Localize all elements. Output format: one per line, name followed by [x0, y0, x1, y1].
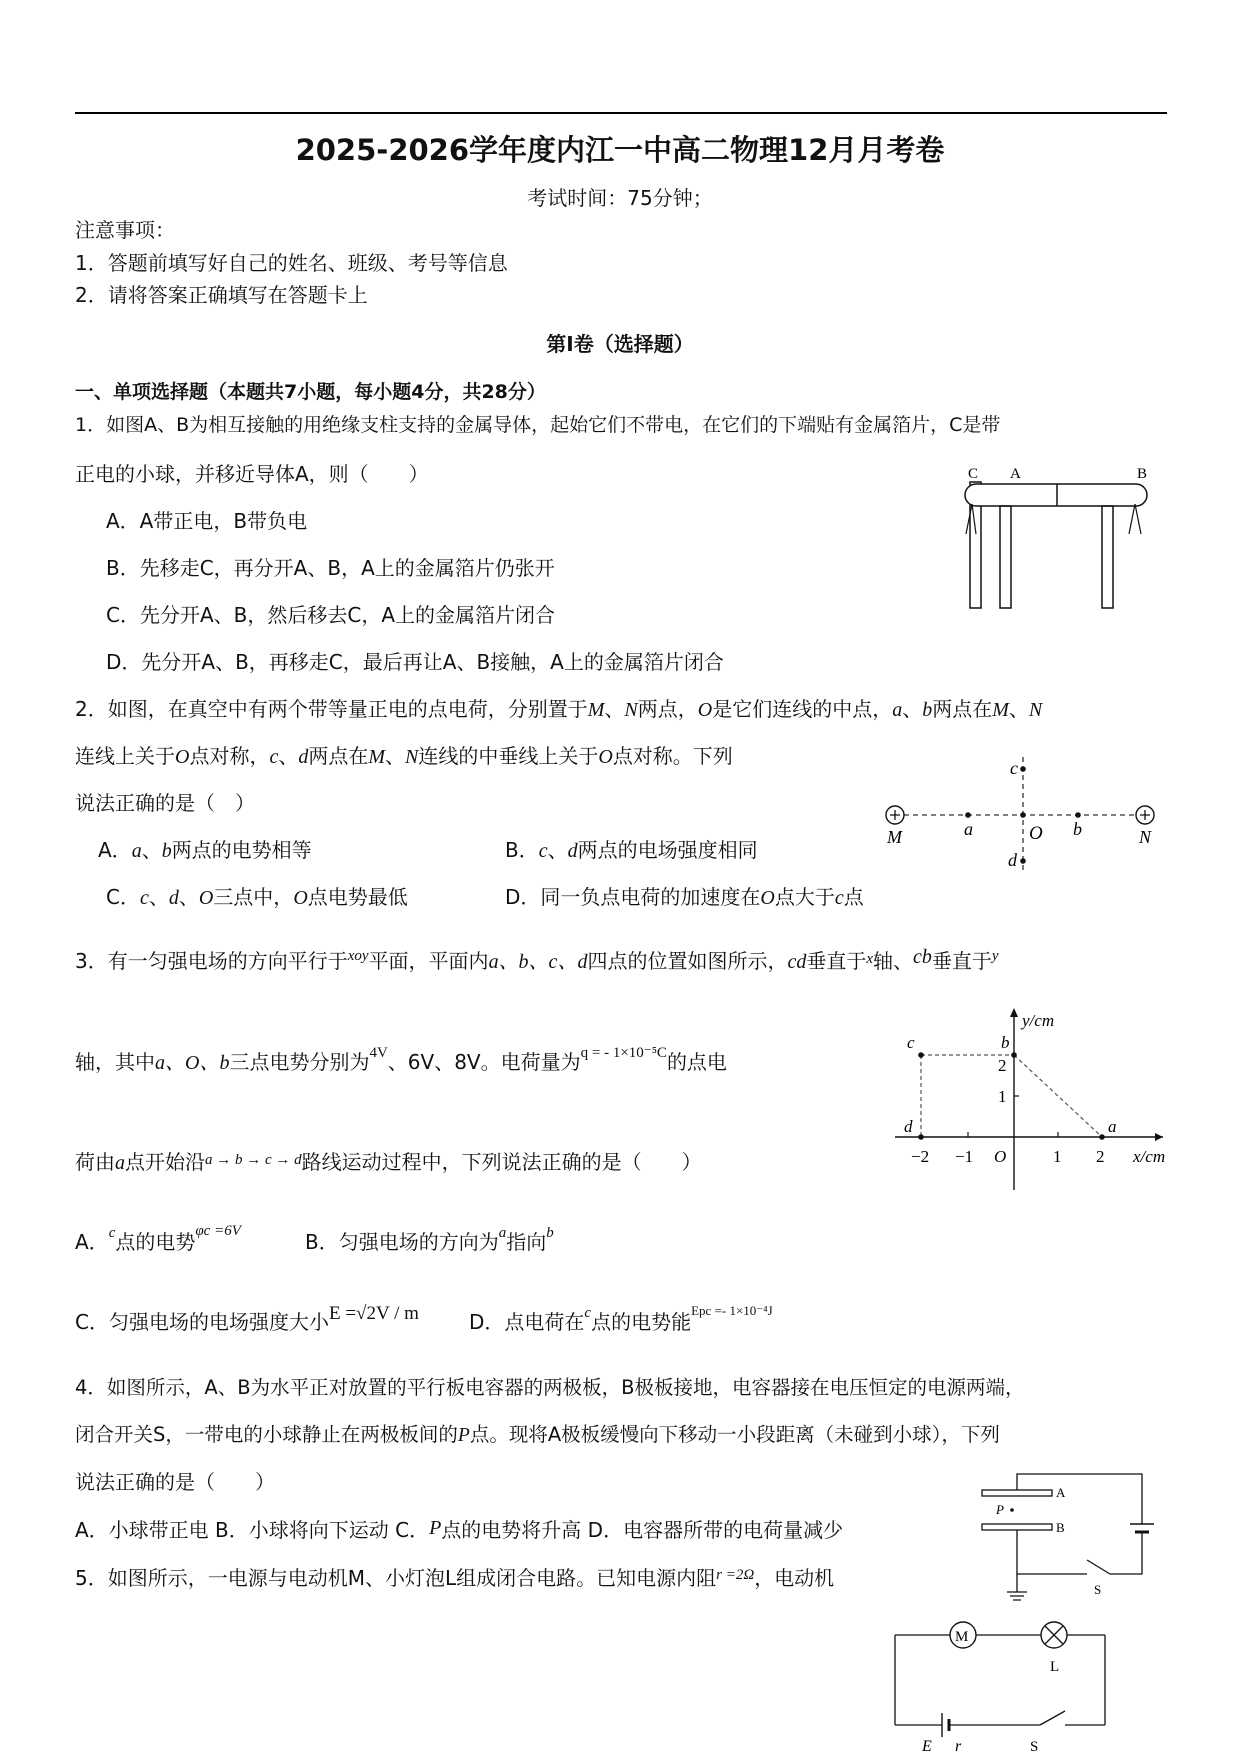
q1-option-b: B．先移走C，再分开A、B，A上的金属箔片仍张开: [106, 556, 555, 580]
q3-text: 垂直于: [806, 949, 867, 973]
q3-var-c: c: [108, 1225, 116, 1241]
q3-text: 3．有一匀强电场的方向平行于: [75, 949, 348, 973]
section-title: 第I卷（选择题）: [546, 332, 694, 356]
q1-label-c: C: [968, 466, 979, 482]
q3-var-xoy: xoy: [347, 948, 369, 964]
q2-var-c: c: [269, 746, 279, 768]
q2-label-d: d: [1008, 850, 1017, 870]
q3-label-a: a: [1108, 1117, 1117, 1136]
q2-var-o: O: [598, 746, 613, 768]
q4-text: 闭合开关S，一带电的小球静止在两极板间的: [75, 1423, 458, 1446]
q2-text: 两点在: [308, 744, 369, 768]
notice-2: 2．请将答案正确填写在答题卡上: [75, 283, 368, 307]
q3-xtick-m2: −2: [911, 1147, 930, 1166]
q3-label-b: b: [1001, 1033, 1010, 1052]
q2-var-n: N: [1028, 699, 1043, 721]
q2-text: D．同一负点电荷的加速度在: [505, 885, 761, 909]
q4-figure-capacitor: [962, 1462, 1158, 1612]
q2-var-o: O: [293, 887, 308, 909]
q3-text: 、6V、8V。电荷量为: [387, 1050, 581, 1074]
q4-options: [75, 1516, 843, 1545]
q2-point-a: [965, 812, 971, 818]
q1-insulating-stand-b: [1102, 506, 1113, 608]
q5-resistance-label: r: [955, 1738, 962, 1754]
q2-figure-charges: [880, 752, 1165, 877]
q4-stem-line1: 4．如图所示，A、B为水平正对放置的平行板电容器的两极板，B极板接地，电容器接在电压恒定的电源两端，: [75, 1376, 1025, 1399]
q5-internal-resistance: r =2Ω: [716, 1567, 755, 1583]
q2-text: 两点的电势相等: [171, 838, 312, 862]
q2-label-b: b: [1073, 819, 1082, 839]
q2-sep: 、: [148, 885, 169, 909]
q2-var-n: N: [624, 699, 638, 721]
q2-var-n: N: [405, 746, 419, 768]
q2-var-b: b: [922, 699, 933, 721]
q3-label-d: d: [904, 1117, 913, 1136]
q1-stem-line2: 正电的小球，并移近导体A，则（ ）: [75, 462, 429, 486]
q1-option-a: A．A带正电，B带负电: [106, 509, 308, 533]
q2-option-c: [106, 883, 408, 912]
q3-point-c: [918, 1052, 924, 1058]
q5-emf-label: E: [922, 1738, 932, 1754]
q2-label-o: O: [1029, 823, 1043, 844]
q4-ground-icon: [1007, 1592, 1027, 1600]
q2-sep: 、: [604, 697, 625, 721]
q2-text: 点对称，: [189, 744, 270, 768]
q2-stem-line2: [75, 742, 733, 771]
q3-text: 点的电势能: [591, 1310, 692, 1334]
q2-text: B．: [505, 838, 539, 862]
q3-text: 点的电势: [115, 1230, 196, 1254]
q3-ytick-2: 2: [998, 1056, 1007, 1075]
q2-option-d: [505, 883, 864, 912]
q4-stem-line2: [75, 1421, 1000, 1450]
q5-motor-label: M: [955, 1629, 969, 1645]
q3-var-a: a: [498, 1225, 507, 1241]
q3-text: C．匀强电场的电场强度大小: [75, 1310, 329, 1334]
q3-var-a: a: [115, 1152, 125, 1174]
q3-xtick-m1: −1: [955, 1147, 974, 1166]
q2-point-d: [1020, 858, 1026, 864]
q2-var-d: d: [567, 840, 578, 862]
q3-text: A．: [75, 1230, 109, 1254]
q2-point-o: [1020, 812, 1026, 818]
q4-switch-s: [1087, 1560, 1110, 1574]
q3-xtick-1: 1: [1053, 1147, 1062, 1166]
q3-potential-c: φc =6V: [195, 1223, 241, 1239]
q2-text: 连线的中垂线上关于: [418, 744, 599, 768]
q2-text: 2．如图，在真空中有两个带等量正电的点电荷，分别置于: [75, 697, 588, 721]
top-rule: [75, 112, 1167, 114]
q2-option-a: [98, 836, 312, 865]
q3-x-axis-label: x/cm: [1133, 1147, 1166, 1166]
q3-var-c: c: [584, 1305, 592, 1321]
q3-ytick-1: 1: [998, 1087, 1007, 1106]
q3-var-x: x: [866, 951, 874, 967]
q2-text: 两点，: [637, 697, 698, 721]
q3-value-4v: 4V: [369, 1045, 388, 1061]
q3-y-arrow-icon: [1010, 1008, 1018, 1017]
q2-sep: 、: [547, 838, 568, 862]
q2-var-b: b: [161, 840, 172, 862]
q5-stem-line1: [75, 1564, 834, 1595]
q3-label-c: c: [907, 1033, 915, 1052]
q2-sep: 、: [902, 697, 923, 721]
q3-option-c: [75, 1303, 419, 1338]
q4-ball-p: [1010, 1508, 1014, 1512]
notice-1: 1．答题前填写好自己的姓名、班级、考号等信息: [75, 251, 508, 275]
q2-label-a: a: [964, 819, 973, 839]
q2-text: 点对称。下列: [612, 744, 733, 768]
q4-stem-line3: 说法正确的是（ ）: [75, 1470, 275, 1494]
q3-path: a → b → c → d: [205, 1152, 302, 1168]
q3-text: 垂直于: [931, 949, 992, 973]
q1-option-c: C．先分开A、B，然后移去C，A上的金属箔片闭合: [106, 603, 556, 627]
q3-var-cb: cb: [913, 946, 932, 968]
q2-var-m: M: [587, 699, 605, 721]
q4-plate-a: [982, 1490, 1052, 1496]
q2-label-c: c: [1010, 758, 1018, 778]
q2-var-o: O: [175, 746, 190, 768]
q3-text: 路线运动过程中，下列说法正确的是（ ）: [301, 1150, 702, 1174]
q2-var-a: a: [131, 840, 142, 862]
q2-text: 三点中，: [213, 885, 294, 909]
q3-figure-coordinates: [885, 1000, 1170, 1195]
q1-foil-a: [966, 504, 976, 534]
q2-text: 点大于: [774, 885, 835, 909]
q1-label-b: B: [1137, 466, 1148, 482]
q3-text: 的点电: [666, 1050, 727, 1074]
notice-heading: 注意事项：: [75, 218, 175, 242]
q2-var-d: d: [298, 746, 309, 768]
q2-sep: 、: [385, 744, 406, 768]
q3-text: 轴，其中: [75, 1050, 155, 1074]
q3-vars-abcd: a、b、c、d: [488, 951, 588, 973]
q3-field-strength: E =√2V / m: [328, 1303, 419, 1324]
exam-time: 考试时间：75分钟；: [527, 186, 713, 210]
q1-foil-b: [1129, 504, 1141, 534]
q2-text: C．: [106, 885, 140, 909]
q2-var-m: M: [368, 746, 386, 768]
q5-text: 5．如图所示，一电源与电动机M、小灯泡L组成闭合电路。已知电源内阻: [75, 1566, 717, 1590]
q3-y-axis-label: y/cm: [1022, 1011, 1055, 1030]
q3-var-b: b: [546, 1225, 554, 1241]
q3-text: D．点电荷在: [469, 1310, 585, 1334]
q2-text: 点: [843, 885, 864, 909]
q1-option-d: D．先分开A、B，再移走C，最后再让A、B接触，A上的金属箔片闭合: [106, 650, 724, 674]
q2-sep: 、: [278, 744, 299, 768]
q4-label-a: A: [1056, 1485, 1066, 1500]
q3-stem-line1: [75, 947, 999, 978]
q4-var-p: P: [429, 1517, 442, 1539]
q2-sep: 、: [1008, 697, 1029, 721]
q2-stem-line3: 说法正确的是（ ）: [75, 791, 255, 815]
q2-text: 连线上关于: [75, 744, 175, 768]
q5-text: ，电动机: [754, 1566, 835, 1590]
q3-potential-energy: Epc =- 1×10⁻⁴J: [691, 1303, 773, 1318]
q2-stem-line1: [75, 695, 1042, 724]
q2-text: 是它们连线的中点，: [712, 697, 893, 721]
q1-label-a: A: [1010, 466, 1021, 482]
q3-origin-label: O: [994, 1147, 1007, 1166]
q3-text: 指向: [506, 1230, 547, 1254]
q3-text: 荷由: [75, 1150, 115, 1174]
q2-var-o: O: [198, 887, 214, 909]
q2-sep: 、: [178, 885, 199, 909]
part-heading: 一、单项选择题（本题共7小题，每小题4分，共28分）: [75, 381, 546, 403]
q3-point-a: [1099, 1134, 1105, 1140]
q4-text: A．小球带正电 B．小球将向下运动 C．: [75, 1518, 430, 1542]
q1-insulating-stand-a: [1000, 506, 1011, 608]
q3-stem-line3: [75, 1148, 702, 1179]
q2-label-n: N: [1139, 827, 1152, 847]
q3-x-arrow-icon: [1155, 1133, 1163, 1141]
q3-text: 四点的位置如图所示，: [587, 949, 788, 973]
exam-title: 2025-2026学年度内江一中高二物理12月月考卷: [295, 133, 945, 167]
q5-switch-s: [1040, 1711, 1065, 1725]
q5-figure-circuit: [880, 1615, 1120, 1754]
q1-conductor-ab: [965, 484, 1147, 506]
q3-point-d: [918, 1134, 924, 1140]
q2-var-m: M: [992, 699, 1009, 721]
q4-label-p: P: [996, 1502, 1004, 1517]
q2-point-c: [1020, 766, 1026, 772]
q5-switch-label: S: [1030, 1739, 1039, 1754]
q3-text: B．匀强电场的方向为: [305, 1230, 499, 1254]
q2-var-c: c: [834, 887, 844, 909]
q3-text: 轴、: [873, 949, 914, 973]
q2-text: 两点的电场强度相同: [577, 838, 758, 862]
q2-label-m: M: [887, 827, 902, 847]
q3-point-b: [1011, 1052, 1017, 1058]
q4-text: 点的电势将升高 D．电容器所带的电荷量减少: [441, 1518, 844, 1542]
q3-stem-line2: [75, 1045, 727, 1079]
q2-text: 点电势最低: [307, 885, 408, 909]
q4-plate-b: [982, 1524, 1052, 1530]
q2-point-b: [1075, 812, 1081, 818]
q3-vars-aob: a、O、b: [155, 1052, 230, 1074]
q4-var-p: P: [457, 1425, 470, 1446]
q3-text: 点开始沿: [125, 1150, 205, 1174]
q4-wire-right: [1110, 1532, 1142, 1574]
q3-var-y: y: [991, 948, 999, 964]
q4-label-s: S: [1094, 1582, 1102, 1597]
q2-text: A．: [98, 838, 132, 862]
q2-sep: 、: [141, 838, 162, 862]
q3-option-d: [469, 1303, 773, 1339]
q1-stem-line1: 1．如图A、B为相互接触的用绝缘支柱支持的金属导体，起始它们不带电，在它们的下端贴有金属箔片，C是带: [75, 414, 1001, 436]
q3-charge-value: q = - 1×10⁻⁵C: [580, 1045, 667, 1061]
q2-text: 两点在: [932, 697, 993, 721]
q3-segment-ba: [1014, 1055, 1102, 1137]
q3-option-b: [305, 1225, 554, 1259]
q2-var-o: O: [760, 887, 775, 909]
q3-option-a: [75, 1223, 241, 1259]
q3-var-cd: cd: [787, 951, 807, 973]
q1-figure-conductors: [950, 462, 1170, 612]
q2-var-a: a: [892, 699, 903, 721]
q3-text: 平面，平面内: [368, 949, 489, 973]
q5-lamp-label: L: [1050, 1659, 1060, 1675]
q3-text: 三点电势分别为: [229, 1050, 370, 1074]
q2-option-b: [505, 836, 758, 865]
q2-var-d: d: [168, 887, 179, 909]
q4-label-b: B: [1056, 1520, 1065, 1535]
q4-text: 点。现将A极板缓慢向下移动一小段距离（未碰到小球），下列: [469, 1423, 1000, 1446]
q2-var-c: c: [538, 840, 548, 862]
q4-wire-top: [1017, 1474, 1142, 1524]
q3-xtick-2: 2: [1096, 1147, 1105, 1166]
q2-var-c: c: [139, 887, 149, 909]
q2-var-o: O: [697, 699, 713, 721]
q4-wire-bottom: [1017, 1530, 1087, 1574]
